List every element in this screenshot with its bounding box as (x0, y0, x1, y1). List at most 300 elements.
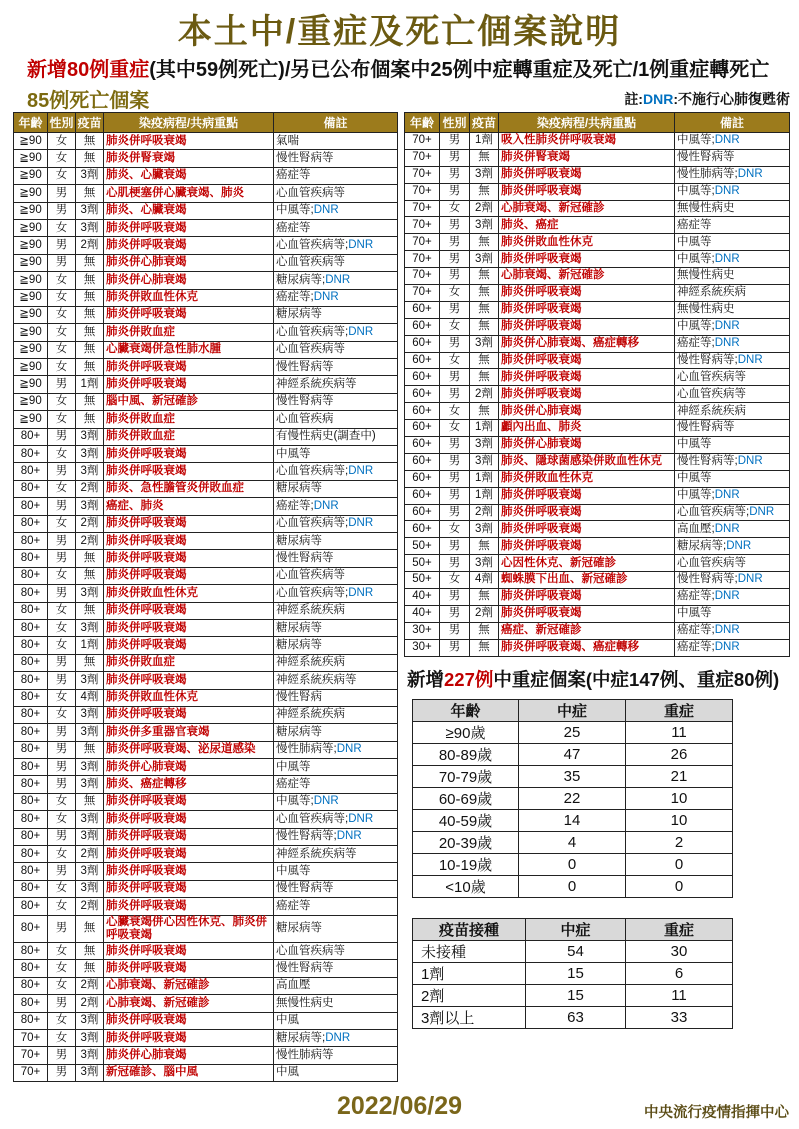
cell-vax: 3劑 (470, 166, 499, 183)
cell-vax: 3劑 (76, 585, 104, 602)
dnr-label: DNR (313, 795, 339, 808)
cell-sex: 男 (440, 183, 470, 200)
cell-age: 80+ (14, 567, 48, 584)
cell-age: 60+ (405, 335, 440, 352)
cell-vax: 無 (470, 639, 499, 656)
death-case-row (14, 793, 398, 810)
dnr-label: DNR (313, 204, 339, 217)
cell-vax: 2劑 (470, 386, 499, 403)
death-case-row (405, 301, 790, 318)
cell-sev: 11 (626, 985, 733, 1007)
cell-vax: 無 (76, 602, 104, 619)
cell-sev: 30 (626, 941, 733, 963)
column-header: 年齡 (14, 113, 48, 133)
cell-lab: <10歲 (413, 876, 519, 898)
column-header: 備註 (675, 113, 790, 133)
dnr-label: DNR (737, 455, 763, 468)
cell-course: 肺炎併敗血症 (104, 654, 274, 671)
cell-note: 神經系統疾病 (274, 602, 398, 619)
death-case-row (405, 285, 790, 302)
cell-vax: 3劑 (76, 828, 104, 845)
cell-course: 肺炎併呼吸衰竭、癌症轉移 (499, 639, 675, 656)
death-case-row (14, 915, 398, 942)
cell-course: 肺炎併呼吸衰竭 (104, 237, 274, 254)
dnr-label: DNR (714, 185, 740, 197)
cell-note: 心血管疾病等;DNR (274, 237, 398, 254)
issuing-organization: 中央流行疫情指揮中心 (644, 1105, 789, 1121)
cell-course: 肺炎併呼吸衰竭 (499, 301, 675, 318)
cell-age: 80+ (14, 811, 48, 828)
cell-note: 糖尿病等 (274, 724, 398, 741)
cell-sex: 男 (48, 202, 76, 219)
cell-note: 慢性腎病等 (274, 393, 398, 410)
cell-vax: 無 (76, 359, 104, 376)
cell-note: 癌症等 (274, 219, 398, 236)
cell-lab: 70-79歲 (413, 766, 519, 788)
cell-vax: 3劑 (76, 202, 104, 219)
cell-course: 肺炎併敗血性休克 (499, 234, 675, 251)
cell-mid: 15 (526, 985, 626, 1007)
cell-vax: 無 (470, 318, 499, 335)
cell-note: 癌症等 (675, 217, 790, 234)
death-case-row (14, 463, 398, 480)
cell-course: 肺炎併呼吸衰竭 (499, 487, 675, 504)
cell-course: 肺炎併呼吸衰竭 (499, 166, 675, 183)
death-case-row (14, 846, 398, 863)
cell-lab: 3劑以上 (413, 1007, 526, 1029)
cell-course: 肺炎併心肺衰竭、癌症轉移 (499, 335, 675, 352)
cell-age: ≧90 (14, 359, 48, 376)
cell-vax: 3劑 (470, 437, 499, 454)
cell-sex: 男 (48, 532, 76, 549)
cell-sex: 女 (48, 411, 76, 428)
cell-course: 肺炎併呼吸衰竭 (104, 376, 274, 393)
summary-row (413, 722, 733, 744)
death-case-row (405, 420, 790, 437)
death-table-left-header (14, 113, 398, 133)
cell-course: 肺炎併呼吸衰竭 (104, 532, 274, 549)
cell-age: 80+ (14, 741, 48, 758)
cell-age: 70+ (405, 234, 440, 251)
death-case-row (405, 521, 790, 538)
cell-sex: 女 (440, 352, 470, 369)
cell-sex: 女 (48, 219, 76, 236)
cell-note: 慢性腎病等 (274, 880, 398, 897)
cell-note: 慢性腎病等;DNR (274, 828, 398, 845)
death-case-row (14, 672, 398, 689)
death-case-row (14, 498, 398, 515)
cell-vax: 無 (76, 550, 104, 567)
column-header: 中症 (519, 700, 626, 722)
cell-sex: 女 (440, 200, 470, 217)
cell-age: 70+ (14, 1047, 48, 1064)
cell-note: 慢性肺病等;DNR (675, 166, 790, 183)
cell-course: 肺炎併呼吸衰竭、泌尿道感染 (104, 741, 274, 758)
cell-age: 50+ (405, 555, 440, 572)
death-case-row (14, 637, 398, 654)
cell-note: 中風等;DNR (675, 318, 790, 335)
cell-vax: 3劑 (76, 1064, 104, 1081)
cell-note: 慢性腎病等 (274, 960, 398, 977)
cell-course: 肺炎併多重器官衰竭 (104, 724, 274, 741)
cell-note: 無慢性病史 (675, 268, 790, 285)
cell-mid: 22 (519, 788, 626, 810)
cell-sex: 男 (440, 217, 470, 234)
death-case-row (405, 133, 790, 150)
column-header: 重症 (626, 919, 733, 941)
cell-sex: 女 (48, 689, 76, 706)
cell-vax: 無 (470, 149, 499, 166)
cell-sex: 男 (440, 437, 470, 454)
cell-course: 肺炎併呼吸衰竭 (104, 1012, 274, 1029)
cell-course: 心臟衰竭併急性肺水腫 (104, 341, 274, 358)
cell-sex: 男 (440, 268, 470, 285)
cell-sex: 女 (440, 420, 470, 437)
dnr-legend-prefix: 註: (624, 91, 643, 107)
cell-course: 肺炎併呼吸衰竭 (104, 706, 274, 723)
death-case-row (14, 202, 398, 219)
cell-sex: 男 (440, 589, 470, 606)
cell-note: 癌症等 (274, 167, 398, 184)
death-case-row (14, 237, 398, 254)
dnr-label: DNR (726, 539, 752, 552)
death-case-row (14, 289, 398, 306)
cell-sex: 女 (48, 393, 76, 410)
column-header: 性別 (48, 113, 76, 133)
cell-sex: 女 (48, 602, 76, 619)
death-case-row (405, 453, 790, 470)
cell-note: 心血管疾病等 (675, 386, 790, 403)
summary-row (413, 1007, 733, 1029)
cell-course: 心肌梗塞併心臟衰竭、肺炎 (104, 185, 274, 202)
summary-row (413, 985, 733, 1007)
cell-sex: 男 (48, 828, 76, 845)
cell-age: 80+ (14, 480, 48, 497)
cell-age: 80+ (14, 463, 48, 480)
cell-sex: 男 (48, 1047, 76, 1064)
cell-course: 肺炎併呼吸衰竭 (104, 446, 274, 463)
cell-course: 肺炎併心肺衰竭 (104, 254, 274, 271)
header-row (405, 113, 790, 133)
cell-note: 神經系統疾病等 (274, 376, 398, 393)
cell-age: ≧90 (14, 289, 48, 306)
death-case-row (405, 166, 790, 183)
summary-age-table-body (413, 722, 733, 898)
cell-sex: 男 (440, 470, 470, 487)
cell-vax: 1劑 (470, 420, 499, 437)
cell-note: 中風 (274, 1064, 398, 1081)
death-case-row (14, 828, 398, 845)
cell-age: 70+ (405, 251, 440, 268)
cell-course: 肺炎併呼吸衰竭 (104, 619, 274, 636)
death-case-row (14, 759, 398, 776)
cell-note: 心血管疾病等;DNR (675, 504, 790, 521)
cell-note: 糖尿病等 (274, 480, 398, 497)
dnr-label: DNR (325, 273, 351, 286)
cell-course: 肺炎併腎衰竭 (499, 149, 675, 166)
dnr-label: DNR (737, 573, 763, 586)
cell-note: 心血管疾病等 (274, 185, 398, 202)
cell-note: 無慢性病史 (675, 200, 790, 217)
death-case-row (405, 639, 790, 656)
cell-course: 癌症、新冠確診 (499, 622, 675, 639)
death-case-row (14, 706, 398, 723)
cell-age: 70+ (405, 183, 440, 200)
summary-row (413, 766, 733, 788)
cell-note: 慢性腎病等;DNR (675, 572, 790, 589)
cell-sex: 女 (48, 272, 76, 289)
cell-sex: 女 (48, 811, 76, 828)
cell-course: 肺炎併敗血性休克 (104, 585, 274, 602)
cell-sev: 10 (626, 788, 733, 810)
cell-course: 肺炎併呼吸衰竭 (104, 359, 274, 376)
death-case-row (14, 1029, 398, 1046)
cell-sex: 女 (48, 706, 76, 723)
cell-course: 肺炎併呼吸衰竭 (104, 898, 274, 915)
cell-note: 癌症等;DNR (675, 589, 790, 606)
cell-note: 糖尿病等 (274, 619, 398, 636)
cell-vax: 3劑 (76, 706, 104, 723)
deaths-count-line: 85例死亡個案 (27, 90, 150, 112)
cell-course: 肺炎併呼吸衰竭 (104, 960, 274, 977)
cell-mid: 47 (519, 744, 626, 766)
cell-sex: 男 (440, 234, 470, 251)
cell-vax: 1劑 (470, 487, 499, 504)
summary-row (413, 854, 733, 876)
dnr-label: DNR (714, 641, 740, 654)
death-case-row (405, 251, 790, 268)
cell-course: 肺炎併呼吸衰竭 (499, 251, 675, 268)
cell-course: 心肺衰竭、新冠確診 (104, 995, 274, 1012)
death-case-row (14, 977, 398, 994)
cell-age: 40+ (405, 605, 440, 622)
cell-age: 60+ (405, 521, 440, 538)
cell-note: 糖尿病等;DNR (274, 272, 398, 289)
death-case-row (405, 200, 790, 217)
cell-sex: 男 (440, 622, 470, 639)
cell-sex: 女 (440, 403, 470, 420)
header-row (413, 700, 733, 722)
cell-age: 80+ (14, 654, 48, 671)
cell-age: 70+ (405, 217, 440, 234)
death-case-row (405, 149, 790, 166)
cell-age: 80+ (14, 706, 48, 723)
summary-heading (407, 666, 779, 692)
cell-note: 癌症等 (274, 776, 398, 793)
cell-course: 肺炎併心肺衰竭 (499, 403, 675, 420)
column-header: 重症 (626, 700, 733, 722)
death-case-row (14, 776, 398, 793)
cell-note: 慢性腎病等 (274, 359, 398, 376)
cell-age: 80+ (14, 672, 48, 689)
cell-course: 蜘蛛膜下出血、新冠確診 (499, 572, 675, 589)
cell-note: 氣喘 (274, 133, 398, 150)
cell-sex: 男 (440, 133, 470, 150)
death-case-row (14, 619, 398, 636)
death-case-row (405, 268, 790, 285)
cell-age: 80+ (14, 619, 48, 636)
cell-age: 60+ (405, 420, 440, 437)
death-case-row (405, 217, 790, 234)
cell-course: 肺炎併呼吸衰竭 (104, 880, 274, 897)
cell-note: 中風 (274, 1012, 398, 1029)
cell-vax: 2劑 (76, 237, 104, 254)
cell-sex: 男 (48, 995, 76, 1012)
cell-vax: 無 (470, 622, 499, 639)
cell-course: 肺炎併腎衰竭 (104, 150, 274, 167)
cell-sev: 33 (626, 1007, 733, 1029)
cell-vax: 2劑 (76, 898, 104, 915)
cell-note: 神經系統疾病等 (274, 672, 398, 689)
cell-sex: 男 (48, 1064, 76, 1081)
column-header: 疫苗 (76, 113, 104, 133)
cell-note: 慢性腎病等 (675, 420, 790, 437)
cell-age: ≧90 (14, 150, 48, 167)
cell-vax: 3劑 (470, 335, 499, 352)
cell-note: 心血管疾病等 (274, 254, 398, 271)
cell-note: 慢性腎病等;DNR (675, 453, 790, 470)
cell-course: 肺炎併呼吸衰竭 (104, 793, 274, 810)
cell-mid: 0 (519, 876, 626, 898)
cell-note: 癌症等;DNR (675, 335, 790, 352)
cell-vax: 無 (76, 324, 104, 341)
cell-course: 肺炎併呼吸衰竭 (499, 183, 675, 200)
dnr-label: DNR (714, 134, 740, 147)
death-case-row (14, 376, 398, 393)
cell-sex: 男 (48, 463, 76, 480)
cell-age: 80+ (14, 776, 48, 793)
cell-age: 80+ (14, 793, 48, 810)
cell-age: 30+ (405, 639, 440, 656)
dnr-label: DNR (714, 624, 740, 637)
cell-sex: 男 (48, 585, 76, 602)
cell-vax: 3劑 (76, 428, 104, 445)
cell-note: 中風等;DNR (675, 133, 790, 150)
cell-sex: 女 (48, 1012, 76, 1029)
cell-note: 中風等 (675, 437, 790, 454)
cell-vax: 無 (470, 301, 499, 318)
death-case-row (405, 403, 790, 420)
cell-age: 80+ (14, 446, 48, 463)
cell-course: 心臟衰竭併心因性休克、肺炎併呼吸衰竭 (104, 915, 274, 942)
cell-sex: 男 (440, 166, 470, 183)
column-header: 染疫病程/共病重點 (104, 113, 274, 133)
death-case-row (14, 724, 398, 741)
cell-vax: 無 (76, 150, 104, 167)
column-header: 備註 (274, 113, 398, 133)
cell-course: 肺炎併呼吸衰竭 (499, 285, 675, 302)
cell-sex: 男 (440, 251, 470, 268)
cell-course: 肺炎併心肺衰竭 (499, 437, 675, 454)
cell-vax: 無 (470, 352, 499, 369)
cell-age: 70+ (405, 200, 440, 217)
summary-age-table-header (413, 700, 733, 722)
cell-course: 心肺衰竭、新冠確診 (104, 977, 274, 994)
cell-sex: 男 (440, 369, 470, 386)
cell-vax: 2劑 (470, 200, 499, 217)
cell-sex: 女 (48, 637, 76, 654)
cell-vax: 無 (76, 654, 104, 671)
cell-mid: 35 (519, 766, 626, 788)
cell-vax: 2劑 (76, 480, 104, 497)
cell-vax: 無 (76, 567, 104, 584)
dnr-label: DNR (336, 743, 362, 756)
cell-vax: 無 (76, 741, 104, 758)
cell-lab: 60-69歲 (413, 788, 519, 810)
summary-heading-post: 中重症個案(中症147例、重症80例) (493, 669, 780, 690)
cell-course: 肺炎併呼吸衰竭 (499, 386, 675, 403)
cell-age: 70+ (405, 285, 440, 302)
cell-course: 新冠確診、腦中風 (104, 1064, 274, 1081)
death-case-row (14, 150, 398, 167)
death-case-row (14, 393, 398, 410)
cell-course: 吸入性肺炎併呼吸衰竭 (499, 133, 675, 150)
cell-course: 肺炎併呼吸衰竭 (499, 318, 675, 335)
cell-note: 糖尿病等 (274, 915, 398, 942)
cell-age: ≧90 (14, 202, 48, 219)
summary-vaccine-table (412, 918, 733, 1029)
cell-age: ≧90 (14, 254, 48, 271)
header-row (413, 919, 733, 941)
cell-sev: 21 (626, 766, 733, 788)
death-case-row (14, 863, 398, 880)
cell-note: 中風等 (675, 605, 790, 622)
cell-sex: 男 (440, 555, 470, 572)
dnr-label: DNR (737, 353, 763, 366)
cell-age: 60+ (405, 403, 440, 420)
cell-age: 80+ (14, 943, 48, 960)
cell-note: 中風等;DNR (274, 793, 398, 810)
cell-age: 60+ (405, 352, 440, 369)
dnr-label: DNR (714, 337, 740, 350)
cell-sex: 女 (48, 324, 76, 341)
death-case-row (405, 555, 790, 572)
cell-course: 肺炎、急性膽管炎併敗血症 (104, 480, 274, 497)
death-case-row (14, 306, 398, 323)
death-case-row (14, 995, 398, 1012)
cell-vax: 3劑 (76, 446, 104, 463)
cell-vax: 2劑 (76, 532, 104, 549)
cell-age: 30+ (405, 622, 440, 639)
dnr-legend-suffix: :不施行心肺復甦術 (673, 91, 790, 107)
cell-sex: 男 (48, 724, 76, 741)
cell-vax: 無 (470, 183, 499, 200)
cell-age: ≧90 (14, 393, 48, 410)
summary-row (413, 941, 733, 963)
cell-vax: 無 (470, 369, 499, 386)
report-date: 2022/06/29 (336, 1092, 463, 1120)
death-case-row (14, 219, 398, 236)
cell-age: 60+ (405, 453, 440, 470)
cell-lab: ≥90歲 (413, 722, 519, 744)
cell-age: 60+ (405, 369, 440, 386)
cell-sex: 女 (440, 572, 470, 589)
cell-sex: 女 (48, 289, 76, 306)
cell-vax: 3劑 (76, 672, 104, 689)
dnr-label: DNR (348, 586, 374, 599)
cell-age: 70+ (405, 166, 440, 183)
cell-vax: 3劑 (76, 724, 104, 741)
cell-age: 80+ (14, 846, 48, 863)
column-header: 性別 (440, 113, 470, 133)
cell-mid: 14 (519, 810, 626, 832)
cell-course: 肺炎併呼吸衰竭 (499, 605, 675, 622)
cell-course: 肺炎併呼吸衰竭 (499, 369, 675, 386)
cell-age: 70+ (405, 268, 440, 285)
cell-sex: 男 (48, 376, 76, 393)
cell-course: 肺炎併呼吸衰竭 (104, 846, 274, 863)
cell-course: 肺炎併呼吸衰竭 (499, 504, 675, 521)
